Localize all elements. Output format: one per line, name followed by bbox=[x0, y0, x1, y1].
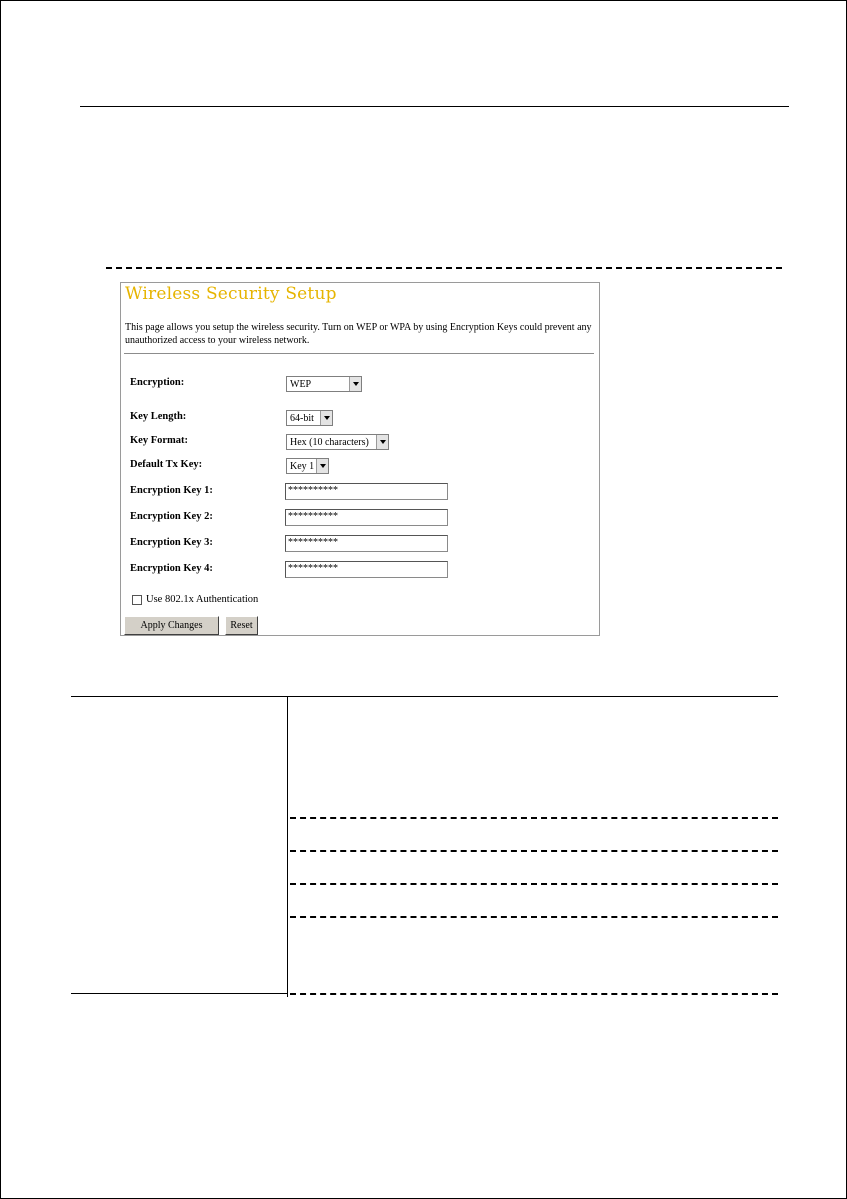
chevron-down-icon bbox=[349, 377, 361, 391]
reset-button[interactable]: Reset bbox=[225, 616, 258, 635]
key-format-select[interactable] bbox=[286, 434, 389, 450]
encryption-key-2-input[interactable]: ********** bbox=[285, 509, 448, 526]
table-column-divider bbox=[287, 696, 288, 997]
default-tx-key-label: Default Tx Key: bbox=[130, 459, 203, 470]
table-row-divider bbox=[290, 817, 778, 819]
default-tx-key-select[interactable] bbox=[286, 458, 329, 474]
chevron-down-icon bbox=[320, 411, 332, 425]
table-top-rule bbox=[71, 696, 778, 697]
encryption-value: WEP bbox=[290, 378, 312, 390]
chevron-down-icon bbox=[376, 435, 388, 449]
encryption-key-3-label: Encryption Key 3: bbox=[130, 537, 213, 548]
encryption-key-4-input[interactable]: ********** bbox=[285, 561, 448, 578]
encryption-key-3-input[interactable]: ********** bbox=[285, 535, 448, 552]
wireless-security-panel bbox=[120, 282, 600, 636]
encryption-key-1-label: Encryption Key 1: bbox=[130, 485, 213, 496]
table-bottom-rule bbox=[71, 993, 287, 994]
default-tx-key-value: Key 1 bbox=[290, 460, 315, 472]
key-length-label: Key Length: bbox=[130, 411, 187, 422]
table-row-divider bbox=[290, 993, 778, 995]
key-length-value: 64-bit bbox=[290, 412, 314, 424]
use-8021x-checkbox[interactable] bbox=[132, 595, 142, 605]
encryption-key-1-input[interactable]: ********** bbox=[285, 483, 448, 500]
key-format-value: Hex (10 characters) bbox=[290, 436, 369, 448]
apply-changes-button[interactable]: Apply Changes bbox=[124, 616, 219, 635]
encryption-select[interactable] bbox=[286, 376, 362, 392]
use-8021x-label: Use 802.1x Authentication bbox=[146, 594, 259, 605]
use-8021x-row[interactable] bbox=[132, 594, 258, 605]
page-title: Wireless Security Setup bbox=[125, 284, 337, 304]
chevron-down-icon bbox=[316, 459, 328, 473]
key-format-label: Key Format: bbox=[130, 435, 189, 446]
panel-separator bbox=[124, 353, 594, 354]
header-rule bbox=[80, 106, 789, 107]
encryption-key-2-label: Encryption Key 2: bbox=[130, 511, 213, 522]
section-divider bbox=[106, 267, 782, 269]
key-length-select[interactable] bbox=[286, 410, 333, 426]
encryption-label: Encryption: bbox=[130, 377, 185, 388]
table-row-divider bbox=[290, 850, 778, 852]
table-row-divider bbox=[290, 916, 778, 918]
table-row-divider bbox=[290, 883, 778, 885]
page-description: This page allows you setup the wireless security. Turn on WEP or WPA by using Encryption Keys could prevent any unauthorized access to your wireless network. bbox=[125, 322, 592, 346]
encryption-key-4-label: Encryption Key 4: bbox=[130, 563, 213, 574]
